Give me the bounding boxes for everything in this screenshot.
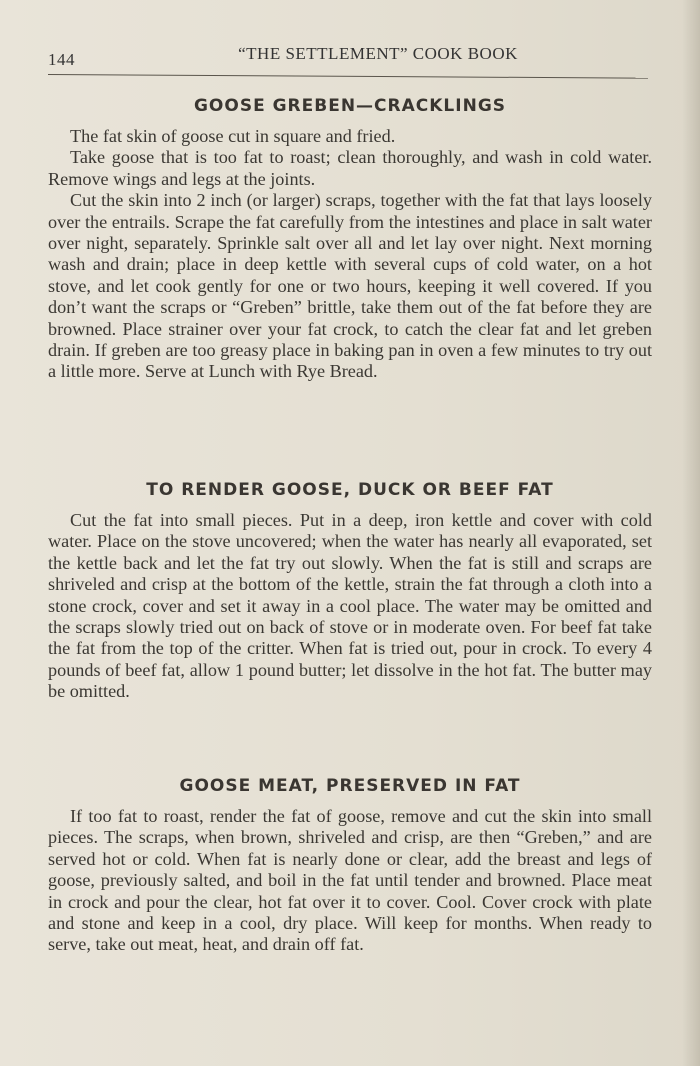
running-head: [48, 44, 648, 68]
page-edge-shadow: [682, 0, 700, 1066]
section-title: TO RENDER GOOSE, DUCK OR BEEF FAT: [146, 480, 554, 500]
section-title: GOOSE MEAT, PRESERVED IN FAT: [179, 776, 521, 796]
paragraph: Cut the fat into small pieces. Put in a deep, iron kettle and cover with cold water. Place on the stove uncovered; when the water has nearly all evaporated, set the kettle back and let the fat try out slowly. When the fat is still and scraps are shriveled and crisp at the bottom of the kettle, strain the fat through a cloth into a stone crock, cover and set it away in a cool place. The water may be omitted and the scraps slowly tried out on back of stove or in moderate oven. For beef fat take the fat from the top of the critter. When fat is tried out, pour in crock. To every 4 pounds of beef fat, allow 1 pound butter; let dissolve in the hot fat. The butter may be omitted.: [48, 510, 652, 702]
paragraph: Cut the skin into 2 inch (or larger) scraps, together with the fat that lays loosely over the entrails. Scrape the fat carefully from the intestines and place in salt water over night, separately. Sprinkle salt over all and let lay over night. Next morning wash and drain; place in deep kettle with several cups of cold water, on a hot stove, and let cook gently for one or two hours, keeping it well covered. If you don’t want the scraps or “Greben” brittle, take them out of the fat before they are browned. Place strainer over your fat crock, to catch the clear fat and let greben drain. If greben are too greasy place in baking pan in oven a few minutes to try out a little more. Serve at Lunch with Rye Bread.: [48, 190, 652, 382]
section-goose-greben: [48, 96, 652, 383]
page-number: 144: [48, 50, 75, 69]
paragraph: Take goose that is too fat to roast; clean thoroughly, and wash in cold water. Remove wings and legs at the joints.: [48, 147, 652, 189]
section-goose-meat-preserved: [48, 776, 652, 956]
paragraph: If too fat to roast, render the fat of goose, remove and cut the skin into small pieces. The scraps, when brown, shriveled and crisp, are then “Greben,” and are served hot or cold. When fat is nearly done or clear, add the breast and legs of goose, previously salted, and boil in the fat until tender and browned. Place meat in crock and pour the clear, hot fat over it to cover. Cool. Cover crock with plate and stone and keep in a cool, dry place. Will keep for months. When ready to serve, take out meat, heat, and drain off fat.: [48, 806, 652, 955]
paragraph: The fat skin of goose cut in square and fried.: [70, 126, 396, 146]
header-rule: [48, 74, 648, 79]
running-title: “THE SETTLEMENT” COOK BOOK: [238, 44, 518, 63]
section-render-fat: [48, 480, 652, 703]
section-title: GOOSE GREBEN—CRACKLINGS: [193, 96, 507, 116]
